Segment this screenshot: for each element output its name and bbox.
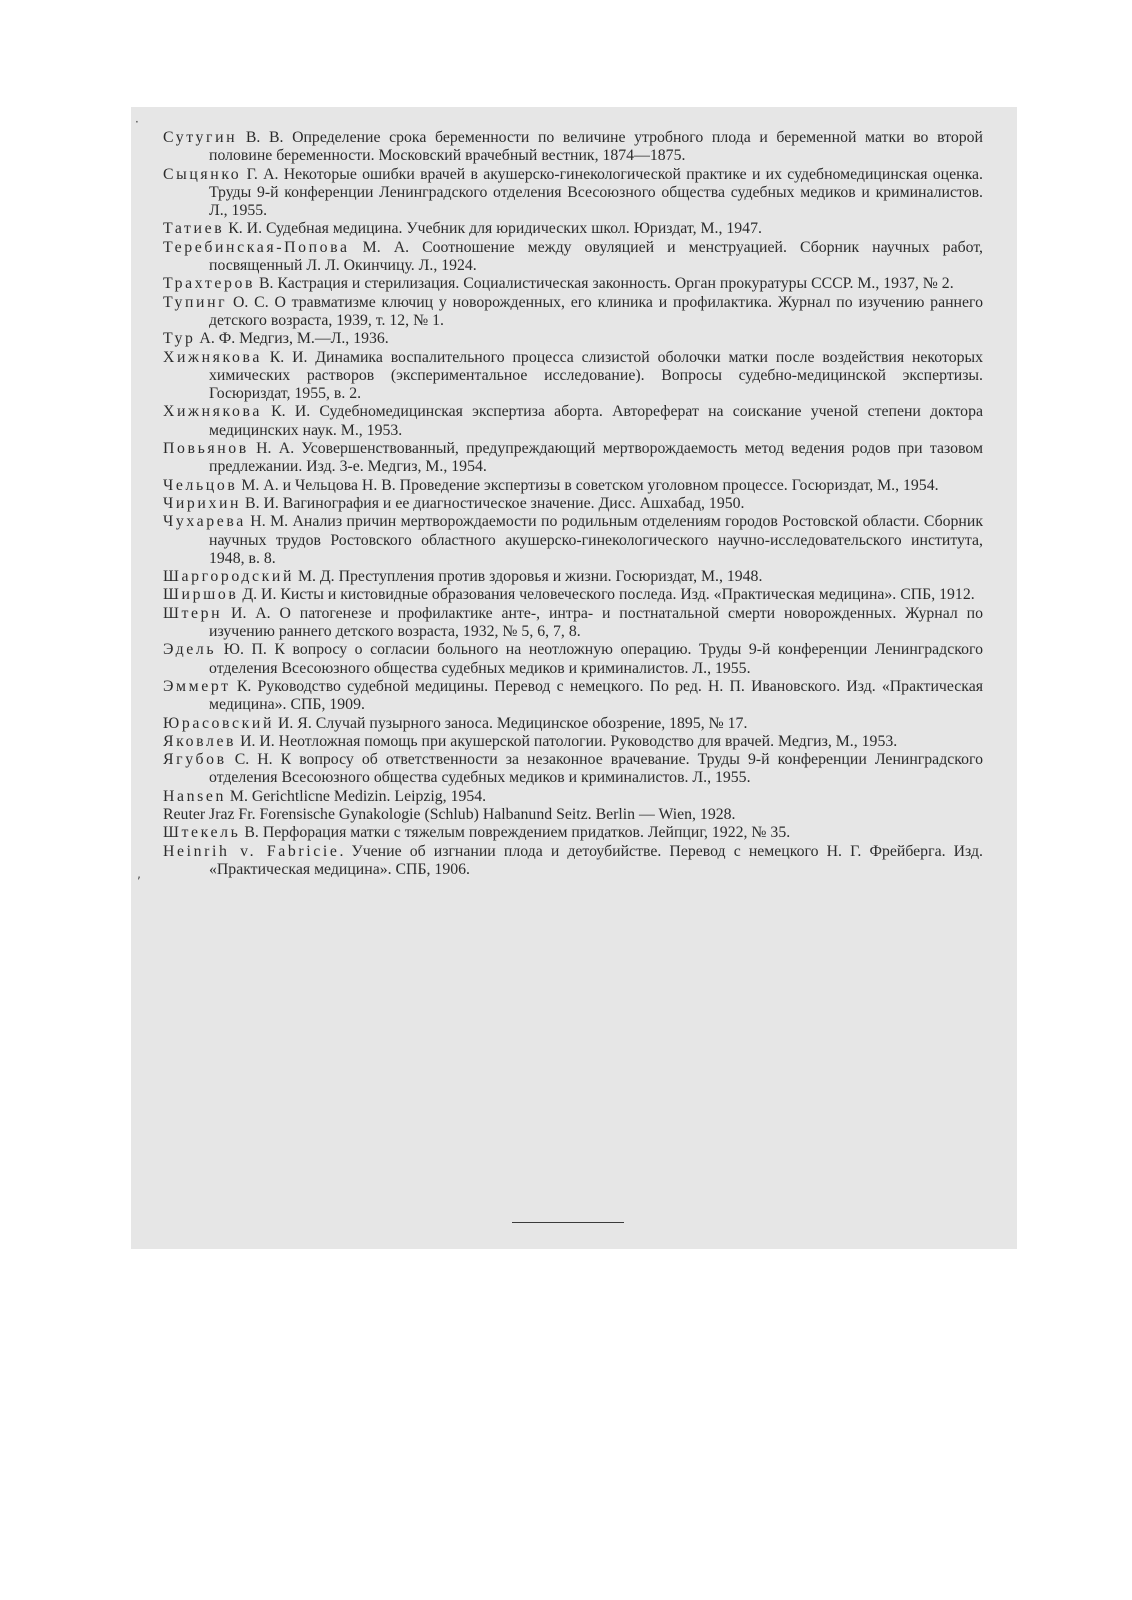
entry-author: Чирихин bbox=[163, 494, 242, 512]
bibliography-entry bbox=[163, 166, 983, 221]
entry-text: Н. А. Усовершенствованный, предупреждающий мертворождаемость метод ведения родов при тазовом предлежании. Изд. 3-е. Медгиз, М., 1954. bbox=[209, 440, 983, 476]
scanned-page bbox=[131, 107, 1017, 1249]
bibliography-entry bbox=[163, 788, 983, 806]
bibliography-entry bbox=[163, 568, 983, 586]
entry-text: М. Д. Преступления против здоровья и жизни. Госюриздат, М., 1948. bbox=[294, 568, 763, 586]
bibliography-entry bbox=[163, 220, 983, 238]
bibliography-entry bbox=[163, 824, 983, 842]
entry-text: В. Перфорация матки с тяжелым повреждением придатков. Лейпциг, 1922, № 35. bbox=[240, 824, 791, 842]
entry-author: Татиев bbox=[163, 220, 225, 238]
entry-author: Яковлев bbox=[163, 732, 237, 750]
entry-text: Д. И. Кисты и кистовидные образования человеческого последа. Изд. «Практическая медицина». СПБ, 1912. bbox=[238, 586, 975, 604]
entry-author: Hansen bbox=[163, 787, 226, 805]
entry-text: С. Н. К вопросу об ответственности за незаконное врачевание. Труды 9-й конференции Ленинградского отделения Всесоюзного общества судебных медиков и криминалистов. Л., 1955. bbox=[209, 751, 983, 787]
entry-author: Хижнякова bbox=[163, 348, 262, 366]
bibliography-entry bbox=[163, 641, 983, 678]
entry-text: И. А. О патогенезе и профилактике анте-, интра- и постнатальной смерти новорожденных. Журнал по изучению раннего детского возраста, 1932, № 5, 6, 7, 8. bbox=[209, 604, 983, 641]
entry-text: М. А. и Чельцова Н. В. Проведение экспертизы в советском уголовном процессе. Госюриздат, М., 1954. bbox=[237, 476, 939, 494]
entry-text: И. И. Неотложная помощь при акушерской патологии. Руководство для врачей. Медгиз, М., 1953. bbox=[236, 732, 898, 750]
entry-text: И. Я. Случай пузырного заноса. Медицинское обозрение, 1895, № 17. bbox=[274, 714, 748, 732]
bibliography-entry bbox=[163, 129, 983, 166]
entry-author: Эдель bbox=[163, 641, 217, 659]
entry-text: . Учение об изгнании плода и детоубийстве. Перевод с немецкого Н. Г. Фрейберга. Изд. «Практическая медицина». СПБ, 1906. bbox=[209, 842, 983, 878]
entry-author: Хижнякова bbox=[163, 403, 262, 421]
entry-author: Чельцов bbox=[163, 476, 238, 494]
entry-author: Тупинг bbox=[163, 293, 228, 311]
entry-author: Эммерт bbox=[163, 677, 231, 695]
entry-text: Г. А. Некоторые ошибки врачей в акушерско-гинекологической практике и их судебномедицинская оценка. Труды 9-й конференции Ленинградского отделения Всесоюзного общества судебных медиков и криминалистов. Л., 1955. bbox=[209, 165, 983, 220]
entry-text: К. И. Динамика воспалительного процесса слизистой оболочки матки после воздействия некоторых химических растворов (экспериментальное исследование). Вопросы судебно-медицинской экспертизы. Госюриздат, 1955, в. 2. bbox=[209, 348, 983, 403]
bibliography-entry bbox=[163, 403, 983, 440]
entry-text: К. Руководство судебной медицины. Перевод с немецкого. По ред. Н. П. Ивановского. Изд. «Практическая медицина». СПБ, 1909. bbox=[209, 677, 983, 714]
entry-text: О. С. О травматизме ключиц у новорожденных, его клиника и профилактика. Журнал по изучению раннего детского возраста, 1939, т. 12, № 1. bbox=[209, 293, 983, 329]
bibliography-entry bbox=[163, 733, 983, 751]
bibliography-entry bbox=[163, 678, 983, 715]
bibliography-entry bbox=[163, 715, 983, 733]
bibliography-entry bbox=[163, 751, 983, 788]
entry-author: Сыцянко bbox=[163, 165, 242, 183]
entry-author: Ягубов bbox=[163, 751, 227, 769]
entry-author: Штекель bbox=[163, 824, 241, 842]
bibliography-entry bbox=[163, 275, 983, 293]
bibliography-entry bbox=[163, 586, 983, 604]
bibliography-entry bbox=[163, 477, 983, 495]
margin-mark: ‚ bbox=[137, 867, 141, 881]
bibliography-entry bbox=[163, 495, 983, 513]
entry-author: Трахтеров bbox=[163, 275, 256, 293]
entry-text: К. И. Судебномедицинская экспертиза аборта. Автореферат на соискание ученой степени доктора медицинских наук. М., 1953. bbox=[209, 403, 983, 439]
bibliography-entry bbox=[163, 440, 983, 477]
entry-author: Юрасовский bbox=[163, 714, 275, 732]
entry-author: Шаргородский bbox=[163, 568, 295, 586]
entry-text: Н. М. Анализ причин мертворождаемости по родильным отделениям городов Ростовской области. Сборник научных трудов Ростовского областного акушерско-гинекологического научно-исследовательского института, 1948, в. 8. bbox=[209, 513, 983, 567]
entry-text: К. И. Судебная медицина. Учебник для юридических школ. Юриздат, М., 1947. bbox=[224, 220, 762, 238]
entry-text: Ю. П. К вопросу о согласии больного на неотложную операцию. Труды 9-й конференции Ленинградского отделения Всесоюзного общества судебных медиков и криминалистов. Л., 1955. bbox=[209, 641, 983, 677]
entry-author: Ширшов bbox=[163, 586, 239, 604]
entry-author: Повьянов bbox=[163, 440, 249, 458]
entry-author: Тур bbox=[163, 330, 196, 348]
entry-text: Reuter Jraz Fr. Forensische Gynakologie (Schlub) Halbanund Seitz. Berlin — Wien, 1928. bbox=[163, 805, 736, 823]
entry-text: А. Ф. Медгиз, М.—Л., 1936. bbox=[195, 330, 389, 348]
bibliography-entry bbox=[163, 239, 983, 276]
bibliography-entry bbox=[163, 294, 983, 331]
entry-text: В. И. Вагинография и ее диагностическое значение. Дисс. Ашхабад, 1950. bbox=[241, 494, 745, 512]
margin-mark: · bbox=[135, 115, 139, 129]
entry-author: Сутугин bbox=[163, 129, 238, 146]
entry-author: Теребинская-Попова bbox=[163, 238, 350, 256]
bibliography-entry bbox=[163, 806, 983, 824]
entry-text: M. Gerichtlicne Medizin. Leipzig, 1954. bbox=[225, 787, 487, 805]
bibliography-entry bbox=[163, 843, 983, 880]
entry-author: Heinrih v. Fabricie bbox=[163, 842, 340, 860]
bibliography-entry bbox=[163, 513, 983, 568]
bibliography-entry bbox=[163, 349, 983, 404]
entry-text: М. А. Соотношение между овуляцией и менструацией. Сборник научных работ, посвященный Л. Л. Окинчицу. Л., 1924. bbox=[209, 238, 983, 275]
entry-text: В. Кастрация и стерилизация. Социалистическая законность. Орган прокуратуры СССР. М., 1937, № 2. bbox=[255, 275, 954, 293]
end-separator-rule bbox=[512, 1222, 624, 1223]
bibliography-entry bbox=[163, 330, 983, 348]
bibliography-entry bbox=[163, 605, 983, 642]
bibliography-list bbox=[163, 129, 983, 879]
entry-author: Чухарева bbox=[163, 513, 246, 531]
entry-text: В. В. Определение срока беременности по величине утробного плода и беременной матки во второй половине беременности. Московский врачебный вестник, 1874—1875. bbox=[209, 129, 983, 165]
entry-author: Штерн bbox=[163, 604, 223, 622]
